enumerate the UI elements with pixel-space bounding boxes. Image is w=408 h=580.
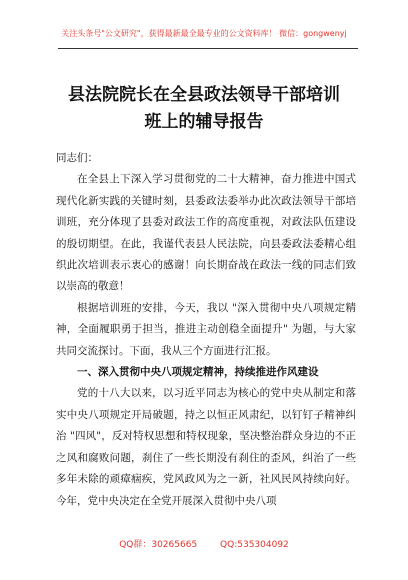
section-1-heading: 一、深入贯彻中央八项规定精神，持续推进作风建设 xyxy=(77,366,319,379)
title-line-2: 班上的辅导报告 xyxy=(144,112,264,132)
paragraph-1: 在全县上下深入学习贯彻党的二十大精神，奋力推进中国式现代化新实践的关键时刻，县委政法委举办此次政法领导干部培训班，充分体现了县委对政法工作的高度重视，对政法队伍建设的殷切期望。在此，我谨代表县人民法院，向县委政法委精心组织此次培训表示衷心的感谢！向长期奋战在政法一线的同志们致以崇高的敬意！ xyxy=(56,173,356,293)
paragraph-2: 根据培训班的安排，今天，我以 "深入贯彻中央八项规定精神，全面履职勇于担当，推进主动创稳全面提升" 为题，与大家共同交流探讨。下面，我从三个方面进行汇报。 xyxy=(56,301,356,357)
header-notice: 关注头条号"公文研究"，获得最新最全最专业的公文资料库！ 微信：gongwenyj xyxy=(61,29,347,38)
header-divider xyxy=(58,48,358,49)
footer-qq: QQ:535304092 xyxy=(220,540,289,550)
document-title xyxy=(0,82,408,136)
footer-qq-group: QQ群：30265665 xyxy=(119,540,198,550)
title-line-1: 县法院院长在全县政法领导干部培训 xyxy=(68,85,340,105)
footer-contact xyxy=(0,537,408,550)
salutation: 同志们： xyxy=(56,152,98,164)
section-1-paragraph: 党的十八大以来，以习近平同志为核心的党中央从制定和落实中央八项规定开局破题，持之以恒正风肃纪，以钉钉子精神纠治 "四风"，反对特权思想和特权现象，坚决整治群众身边的不正之风和腐败问题，刹住了一些长期没有刹住的歪风，纠治了一些多年未除的顽瘴痼疾，党风政风为之一新，社风民风持续向好。今年，党中央决定在全党开展深入贯彻中央八项 xyxy=(56,387,356,507)
document-body xyxy=(56,148,356,512)
